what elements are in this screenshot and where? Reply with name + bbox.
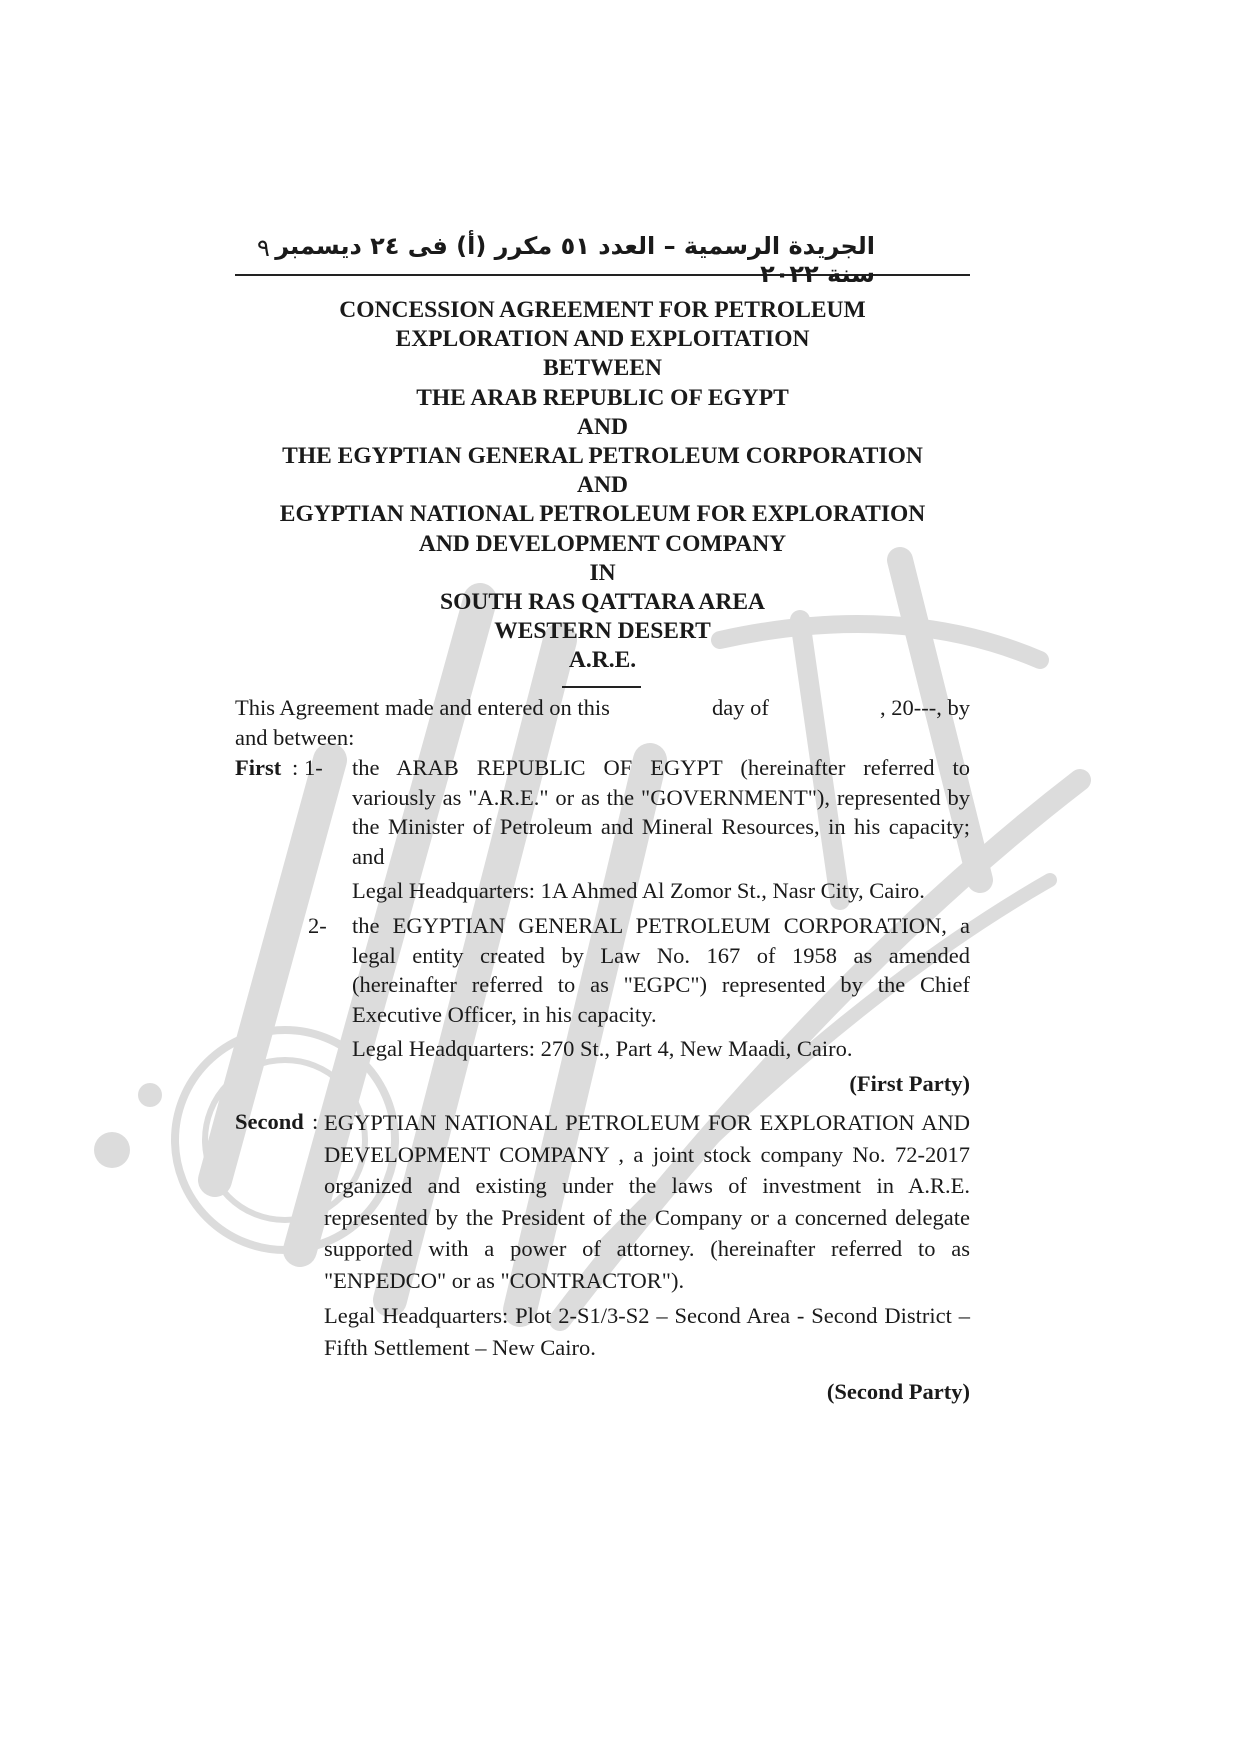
item-2-headquarters: Legal Headquarters: 270 St., Part 4, New Maadi, Cairo. — [352, 1036, 853, 1061]
title-line: A.R.E. — [568, 647, 637, 674]
title-line: BETWEEN — [543, 355, 662, 382]
second-label: Second — [235, 1109, 304, 1134]
second-party-text: EGYPTIAN NATIONAL PETROLEUM FOR EXPLORATION AND DEVELOPMENT COMPANY , a joint stock company No. 72-2017 organized and existing under the laws of investment in A.R.E. represented by the President of the Company or a concerned delegate supported with a power of attorney. (hereinafter referred to as "ENPEDCO" or as "CONTRACTOR"). — [324, 1110, 970, 1293]
second-party-label: (Second Party) — [826, 1379, 970, 1404]
item-2-number: 2- — [308, 913, 327, 938]
title-line: THE ARAB REPUBLIC OF EGYPT — [416, 384, 789, 411]
second-colon: : — [312, 1109, 319, 1134]
gazette-title: الجريدة الرسمية – العدد ٥١ مكرر (أ) فى ٢٤ ديسمبر سنة ٢٠٢٢ — [275, 232, 875, 288]
first-party-label: (First Party) — [849, 1071, 970, 1096]
title-divider — [562, 686, 641, 688]
page-number: ٩ — [257, 234, 270, 262]
first-colon: : — [292, 755, 299, 780]
title-line: AND DEVELOPMENT COMPANY — [418, 530, 787, 557]
title-line: EXPLORATION AND EXPLOITATION — [395, 326, 810, 353]
item-2-text: the EGYPTIAN GENERAL PETROLEUM CORPORATION, a legal entity created by Law No. 167 of 1958 as amended (hereinafter referred to as "EGPC") represented by the Chief Executive Officer, in his capacity. — [352, 913, 970, 1027]
intro-paragraph — [235, 693, 970, 753]
item-1-headquarters: Legal Headquarters: 1A Ahmed Al Zomor St., Nasr City, Cairo. — [352, 878, 925, 903]
title-line: THE EGYPTIAN GENERAL PETROLEUM CORPORATION — [282, 443, 923, 470]
title-line: AND — [577, 472, 628, 499]
title-line: IN — [589, 559, 616, 586]
title-line: AND — [577, 413, 628, 440]
intro-line-2: and between: — [235, 725, 355, 750]
first-label: First — [235, 755, 282, 780]
item-1-text: the ARAB REPUBLIC OF EGYPT (hereinafter referred to variously as "A.R.E." or as the "GOVERNMENT"), represented by the Minister of Petroleum and Mineral Resources, in his capacity; and — [352, 755, 970, 869]
second-party-headquarters: Legal Headquarters: Plot 2-S1/3-S2 – Second Area - Second District – Fifth Settlement – New Cairo. — [324, 1303, 970, 1360]
title-line: WESTERN DESERT — [494, 618, 711, 645]
item-1-number: 1- — [304, 755, 323, 780]
intro-part-3: , 20---, by — [880, 695, 970, 720]
title-line: SOUTH RAS QATTARA AREA — [440, 589, 765, 616]
intro-part-1: This Agreement made and entered on this — [235, 695, 610, 720]
title-line: CONCESSION AGREEMENT FOR PETROLEUM — [339, 297, 866, 323]
gazette-header — [235, 228, 970, 288]
intro-part-2: day of — [712, 695, 769, 720]
title-line: EGYPTIAN NATIONAL PETROLEUM FOR EXPLORATION — [279, 501, 926, 528]
agreement-title — [235, 296, 970, 676]
